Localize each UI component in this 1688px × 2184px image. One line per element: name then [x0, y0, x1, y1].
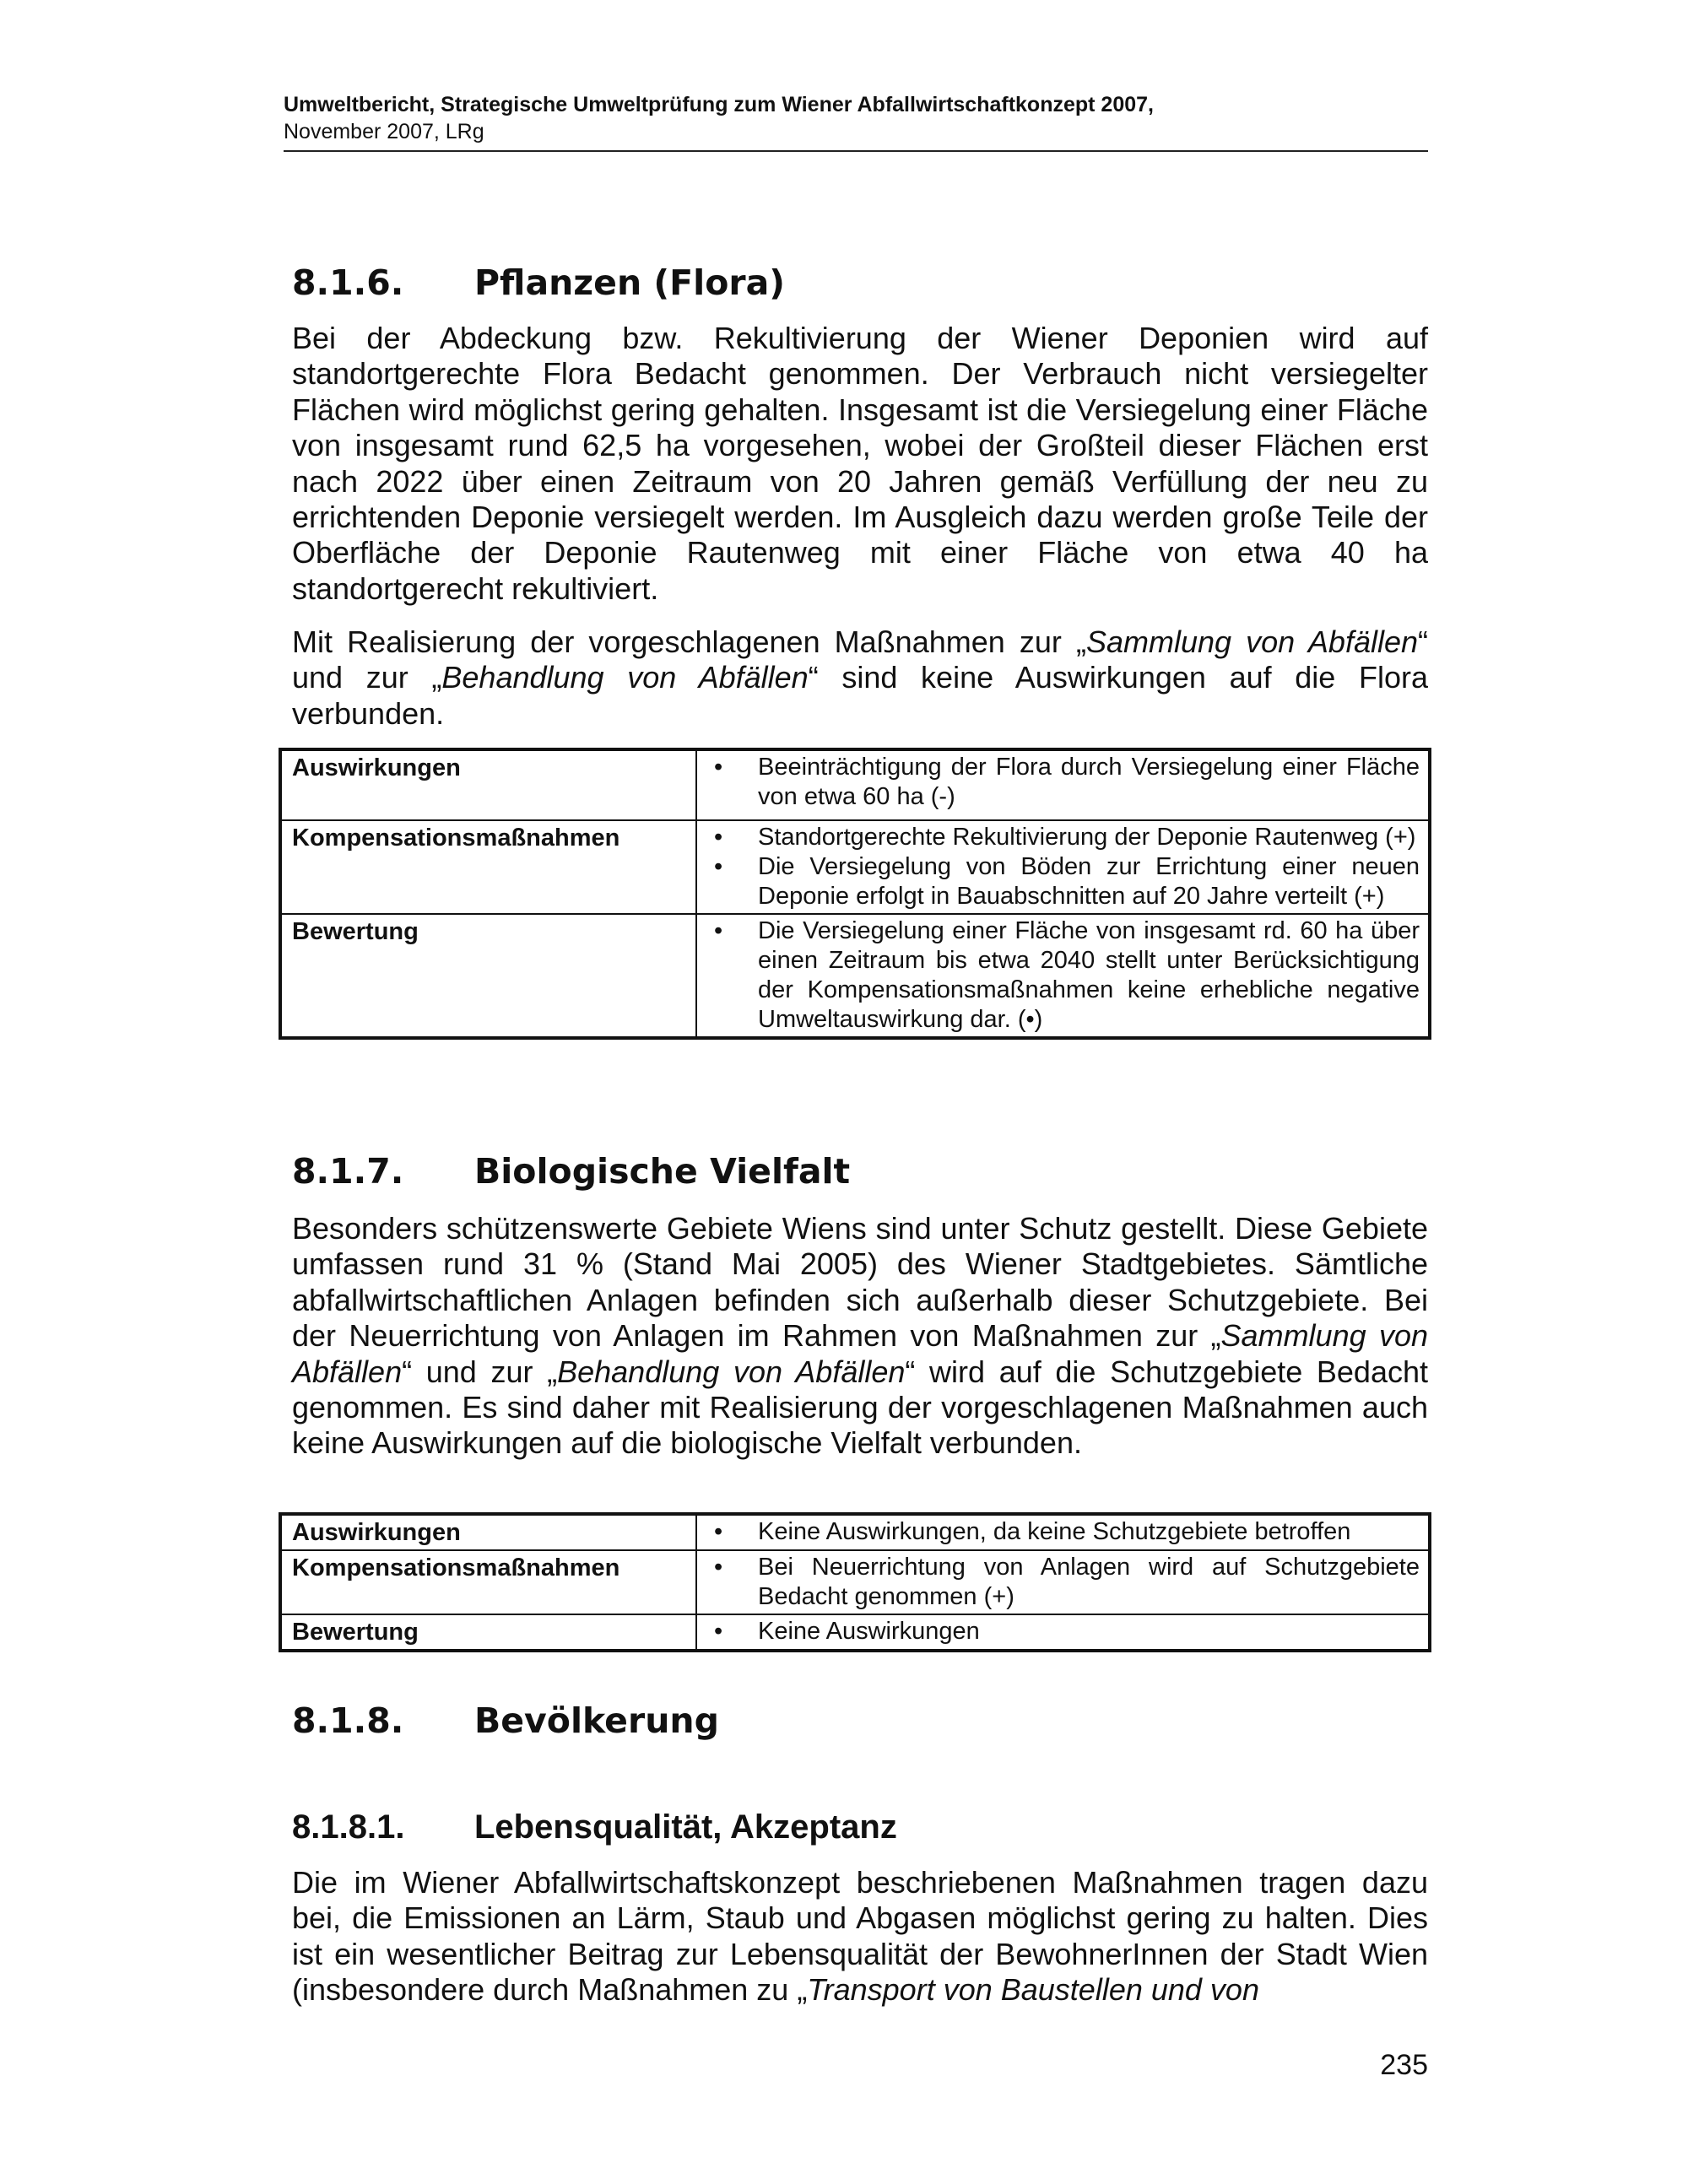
heading-8-1-8 — [292, 1700, 719, 1742]
list-item: • Die Versiegelung von Böden zur Errichtung einer neuen Deponie erfolgt in Bauabschnitten auf 20 Jahre verteilt (+) — [707, 852, 1420, 911]
page-header — [284, 91, 1428, 152]
paragraph-flora-2: Mit Realisierung der vorgeschlagenen Maßnahmen zur „Sammlung von Abfällen“ und zur „Behandlung von Abfällen“ sind keine Auswirkungen auf die Flora verbunden. — [292, 624, 1428, 731]
row-content — [696, 749, 1430, 820]
heading-title: Biologische Vielfalt — [474, 1151, 851, 1192]
table-row — [280, 914, 1430, 1038]
row-content — [696, 820, 1430, 914]
list-item: • Beeinträchtigung der Flora durch Versiegelung einer Fläche von etwa 60 ha (-) — [707, 753, 1420, 812]
row-label: Bewertung — [280, 914, 696, 1038]
row-label: Bewertung — [280, 1614, 696, 1651]
row-content — [696, 1514, 1430, 1550]
paragraph-flora-1: Bei der Abdeckung bzw. Rekultivierung der Wiener Deponien wird auf standortgerechte Flora Bedacht genommen. Der Verbrauch nicht versiegelter Flächen wird möglichst gering gehalten. Insgesamt ist die Versiegelung einer Fläche von insgesamt rund 62,5 ha vorgesehen, wobei der Großteil dieser Flächen erst nach 2022 über einen Zeitraum von 20 Jahren gemäß Verfüllung der neu zu errichtenden Deponie versiegelt werden. Im Ausgleich dazu werden große Teile der Oberfläche der Deponie Rautenweg mit einer Fläche von etwa 40 ha standortgerecht rekultiviert. — [292, 321, 1428, 606]
table-biodiversity — [279, 1512, 1431, 1652]
table-row — [280, 820, 1430, 914]
list-item: • Bei Neuerrichtung von Anlagen wird auf Schutzgebiete Bedacht genommen (+) — [707, 1553, 1420, 1612]
heading-title: Pflanzen (Flora) — [474, 262, 786, 303]
table-row — [280, 1514, 1430, 1550]
table-row — [280, 1550, 1430, 1614]
heading-title: Lebensqualität, Akzeptanz — [474, 1808, 897, 1846]
heading-8-1-8-1 — [292, 1806, 897, 1848]
heading-8-1-6 — [292, 262, 785, 304]
table-row — [280, 1614, 1430, 1651]
row-content — [696, 1614, 1430, 1651]
header-date: November 2007, LRg — [284, 120, 484, 143]
table-row — [280, 749, 1430, 820]
row-label: Auswirkungen — [280, 749, 696, 820]
paragraph-quality-of-life: Die im Wiener Abfallwirtschaftskonzept beschriebenen Maßnahmen tragen dazu bei, die Emissionen an Lärm, Staub und Abgasen möglichst gering zu halten. Dies ist ein wesentlicher Beitrag zur Lebensqualität der BewohnerInnen der Stadt Wien (insbesondere durch Maßnahmen zu „Transport von Baustellen und von — [292, 1865, 1428, 2008]
row-label: Auswirkungen — [280, 1514, 696, 1550]
heading-number: 8.1.8. — [292, 1700, 404, 1741]
heading-title: Bevölkerung — [474, 1700, 719, 1741]
row-content — [696, 914, 1430, 1038]
heading-8-1-7 — [292, 1150, 850, 1192]
paragraph-biodiversity: Besonders schützenswerte Gebiete Wiens sind unter Schutz gestellt. Diese Gebiete umfassen rund 31 % (Stand Mai 2005) des Wiener Stadtgebietes. Sämtliche abfallwirtschaftlichen Anlagen befinden sich außerhalb dieser Schutzgebiete. Bei der Neuerrichtung von Anlagen im Rahmen von Maßnahmen zur „Sammlung von Abfällen“ und zur „Behandlung von Abfällen“ wird auf die Schutzgebiete Bedacht genommen. Es sind daher mit Realisierung der vorgeschlagenen Maßnahmen auch keine Auswirkungen auf die biologische Vielfalt verbunden. — [292, 1211, 1428, 1461]
row-content — [696, 1550, 1430, 1614]
list-item: • Keine Auswirkungen — [707, 1617, 1420, 1646]
table-flora — [279, 748, 1431, 1040]
list-item: • Die Versiegelung einer Fläche von insgesamt rd. 60 ha über einen Zeitraum bis etwa 2040 stellt unter Berücksichtigung der Kompensationsmaßnahmen keine erhebliche negative Umweltauswirkung dar. (•) — [707, 916, 1420, 1035]
list-item: • Standortgerechte Rekultivierung der Deponie Rautenweg (+) — [707, 823, 1420, 852]
row-label: Kompensationsmaßnahmen — [280, 1550, 696, 1614]
heading-number: 8.1.7. — [292, 1151, 404, 1192]
list-item: • Keine Auswirkungen, da keine Schutzgebiete betroffen — [707, 1517, 1420, 1547]
header-title: Umweltbericht, Strategische Umweltprüfung zum Wiener Abfallwirtschaftkonzept 2007, — [284, 93, 1154, 116]
heading-number: 8.1.8.1. — [292, 1808, 405, 1846]
row-label: Kompensationsmaßnahmen — [280, 820, 696, 914]
page-number: 235 — [1380, 2049, 1428, 2081]
heading-number: 8.1.6. — [292, 262, 404, 303]
